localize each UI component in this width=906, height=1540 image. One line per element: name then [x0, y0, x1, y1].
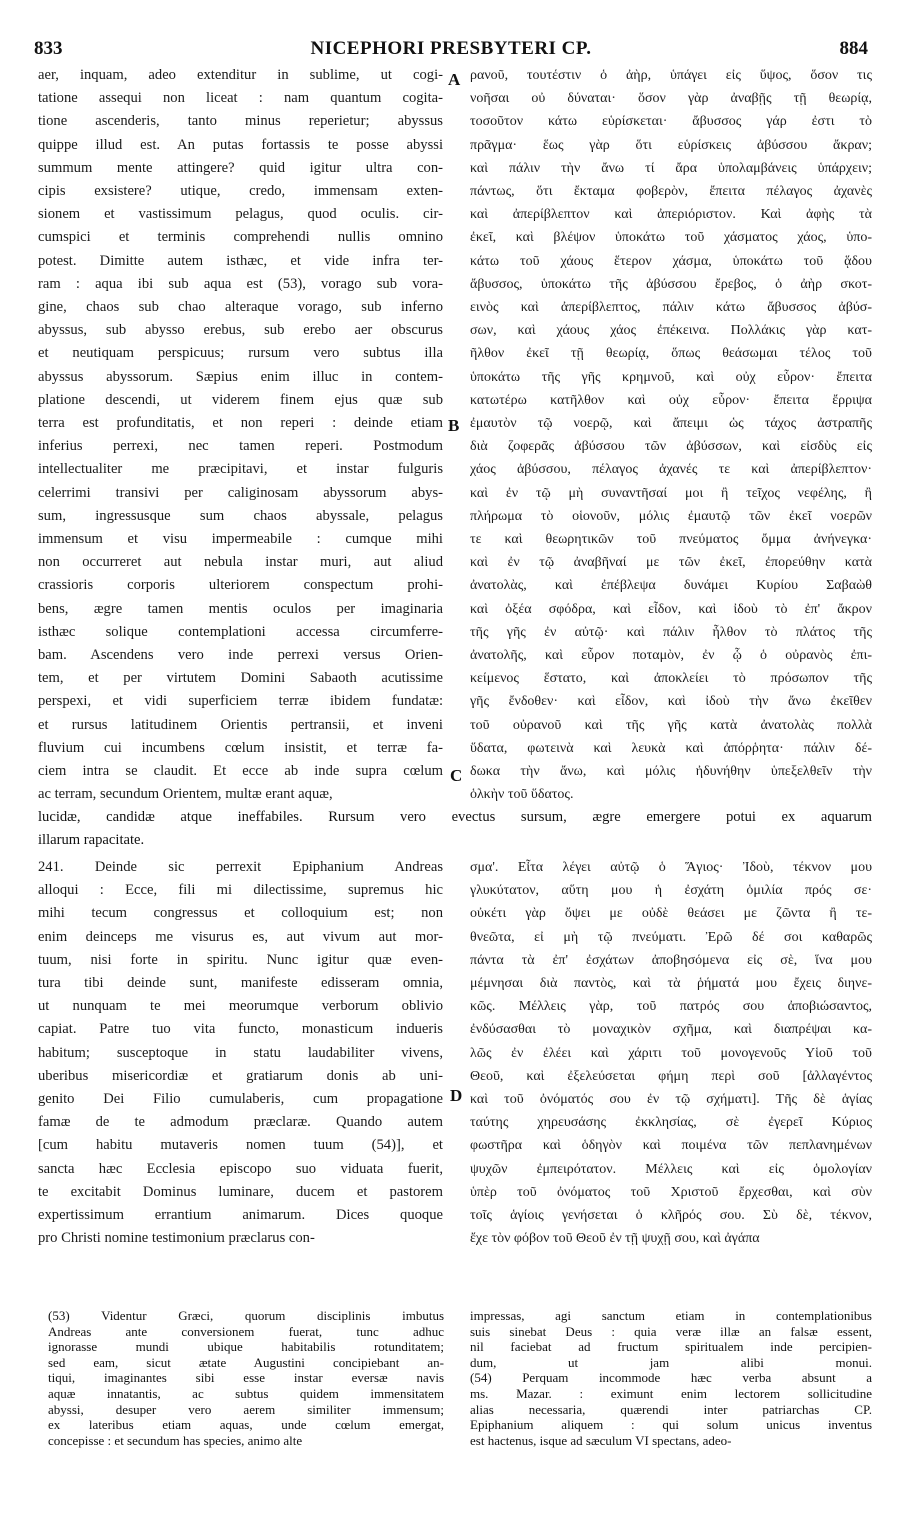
greek-text-line: ὑποκάτω τῆς γῆς κρημνοῦ, καὶ οὐχ εὗρον· ἔπειτα	[470, 369, 872, 385]
greek-text-line: σων, καὶ χάους χάος ἐπέκεινα. Πολλάκις γὰρ κατ-	[470, 323, 872, 339]
latin-text-line: bens, ægre tamen mentis oculos per imaginaria	[38, 600, 443, 617]
latin-text-line: aer, inquam, adeo extenditur in sublime, ut cogi-	[38, 67, 443, 83]
greek-text-line: καὶ τοῦ ὀνόματός σου ἐν τῷ σχήματι]. Τῆς δὲ ἁγίας	[470, 1092, 872, 1108]
latin-text-line: gine, chaos sub chao alteraque vorago, sub inferno	[38, 299, 443, 316]
latin-text-line: et neutiquam perspicuus; rursum vero subtus illa	[38, 345, 443, 362]
latin-text-line: isthæc solique contemplationi accessa circumferre-	[38, 623, 443, 640]
latin-text-line: alloqui : Ecce, fili mi dilectissime, supremus hic	[38, 882, 443, 899]
greek-column-bottom	[470, 856, 872, 1250]
footnote-line: nil faciebat ad fructum spiritualem inde percipien-	[470, 1339, 872, 1355]
latin-text-line: abyssus abyssorum. Sæpius enim illuc in contem-	[38, 368, 443, 385]
greek-text-line: οὐκέτι γὰρ ὄψει με οὐδὲ θεάσει με ζῶντα ἢ τε-	[470, 906, 872, 922]
greek-text-line: ρανοῦ, τουτέστιν ὁ ἀὴρ, ὑπάγει εἰς ὕψος, ὅσον τις	[470, 68, 872, 83]
latin-text-line: genito Dei Filio cumulaberis, cum propagatione	[38, 1091, 443, 1108]
latin-text-line: crassioris corporis ulteriorem conspectum prohi-	[38, 577, 443, 594]
greek-text-line: κάτω τοῦ χάους ἕτερον χάσμα, ὑποκάτω τοῦ ᾅδου	[470, 253, 872, 269]
greek-text-line: γλυκύτατον, αὕτη μου ἡ ἐσχάτη ὁμιλία πρός σε·	[470, 883, 872, 899]
footnote-line: ex lateribus etiam aquas, unde cœlum emergat,	[48, 1417, 444, 1433]
latin-text-line: ac terram, secundum Orientem, multæ erant aquæ,	[38, 786, 333, 803]
greek-text-line: τοσοῦτον κάτω εὑρίσκεται· ἄβυσσος γάρ ἐστι τὸ	[470, 114, 872, 130]
latin-text-line: expertissimum errantium animarum. Dices quoque	[38, 1207, 443, 1224]
greek-text-line: ψυχῶν ἐμπειρότατον. Μέλλεις καὶ εἰς ὁμολογίαν	[470, 1161, 872, 1177]
latin-text-line: perspexi, et vidi superficiem terræ ibidem fundatæ:	[38, 693, 443, 710]
running-title: NICEPHORI PRESBYTERI CP.	[310, 38, 592, 59]
greek-text-line: ἐκεῖ, καὶ βλέψον ὑποκάτω τοῦ χάσματος χάος, ὑπο-	[470, 230, 872, 246]
latin-text-line: [cum habitu mutaveris nomen tuum (54)], et	[38, 1137, 443, 1154]
fullwidth-text-line: lucidæ, candidæ atque ineffabiles. Rursum vero evectus sursum, ægre emergere potui ex aquarum	[38, 809, 872, 825]
running-header	[34, 38, 868, 62]
greek-text-line: ἐμαυτὸν τῷ νοερῷ, καὶ ἄπειμι ὡς τάχος ἀστραπῆς	[470, 416, 872, 432]
latin-text-line: summum mente attingere? quid igitur ultra con-	[38, 159, 443, 176]
greek-column-top	[470, 64, 872, 807]
latin-column-top	[38, 64, 443, 807]
greek-text-line: σμα'. Εἶτα λέγει αὐτῷ ὁ Ἅγιος· Ἰδοὺ, τέκνον μου	[470, 860, 872, 875]
latin-text-line: platione descendi, ut viderem finem ejus quæ sub	[38, 391, 443, 408]
greek-text-line: κῶς. Μέλλεις γὰρ, τοῦ πατρός σου ἀποβιώσαντος,	[470, 999, 872, 1015]
greek-text-line: καὶ ἐν τῷ μὴ συναντῆσαί μοι ἢ τεῖχος νεφέλης, ἢ	[470, 485, 872, 501]
greek-text-line: ταύτης χηρευσάσης ἐκκλησίας, σὲ ἐγερεῖ Κύριος	[470, 1115, 872, 1131]
footnote-line: est hactenus, isque ad sæculum VI spectans, adeo-	[470, 1432, 732, 1448]
footnote-line: dum, ut jam alibi monui.	[470, 1354, 872, 1370]
latin-text-line: cumspici et terminis comprehendi nullis omnino	[38, 229, 443, 246]
greek-text-line: λῶς ἐν ἐλέει καὶ χάριτι τοῦ μονογενοῦς Υἱοῦ τοῦ	[470, 1045, 872, 1061]
latin-text-line: 241. Deinde sic perrexit Epiphanium Andreas	[38, 859, 443, 875]
footnote-line: tiqui, imaginantes sibi esse instar eversæ navis	[48, 1370, 444, 1386]
footnote-line: sed eam, sicut ætate Augustini concipiebant an-	[48, 1354, 444, 1370]
greek-text-line: χάος ἀβύσσου, πέλαγος ἀχανές τε καὶ ἀπερίβλεπτον·	[470, 462, 872, 478]
greek-text-line: τῆς γῆς ἐν αὐτῷ· καὶ πάλιν ἦλθον τὸ πλάτος τῆς	[470, 624, 872, 640]
footnote-line: suis sinebat Deus : quia veræ illæ an falsæ essent,	[470, 1323, 872, 1339]
greek-text-line: ἀνατολὰς, καὶ ἐπέβλεψα δυνάμει Κυρίου Σαβαὼθ	[470, 578, 872, 594]
right-column-number: 884	[839, 38, 868, 59]
greek-text-line: γῆς ἔνδοθεν· καὶ εἶδον, καὶ ἰδοὺ τὴν ἄνω ἐκεῖθεν	[470, 694, 872, 710]
latin-text-line: tione ascenderis, tanto minus reperietur; abyssus	[38, 113, 443, 130]
greek-text-line: ὕδατα, φωτεινὰ καὶ λευκὰ καὶ ἀπόρῥητα· πάλιν δέ-	[470, 740, 872, 756]
greek-text-line: κείμενος ἕστατο, καὶ ἀποκλείει τὸ πρόσωπον τῆς	[470, 671, 872, 687]
footnote-line: abyssi, desuper vero aerem similiter immensum;	[48, 1401, 444, 1417]
greek-text-line: πρᾶγμα· ἕως γὰρ ὅτι εὑρίσκεις ἀβύσσου ἄκραν;	[470, 137, 872, 153]
latin-text-line: fluvium cui incumbens cœlum insistit, et terræ fa-	[38, 739, 443, 756]
latin-text-line: immensum et visu impermeabile : cumque mihi	[38, 531, 443, 548]
latin-text-line: tura tibi deinde sunt, manifeste edisseram omnia,	[38, 975, 443, 992]
latin-text-line: non occurreret aut nebula instar muri, aut aliud	[38, 554, 443, 571]
latin-fullwidth-lines	[38, 806, 872, 852]
latin-column-bottom	[38, 856, 443, 1250]
greek-text-line: μέμνησαι διὰ παντὸς, καὶ τὰ ῥήματά μου ἔχεις διηνε-	[470, 976, 872, 992]
latin-text-line: tuum, nisi forte in spiritu. Nunc igitur quæ even-	[38, 951, 443, 968]
greek-text-line: ὑπὲρ τοῦ ὀνόματος τοῦ Χριστοῦ ἔρχεσθαι, καὶ σὺν	[470, 1184, 872, 1200]
footnote-line: Andreas ante conversionem fuerat, tunc adhuc	[48, 1323, 444, 1339]
fullwidth-text-line: illarum rapacitate.	[38, 832, 145, 849]
section-marker-b: B	[448, 416, 460, 435]
greek-text-line: εινὸς καὶ ἀπερίβλεπτος, πάλιν κάτω ἄβυσσος ἀβύσ-	[470, 300, 872, 316]
greek-text-line: δωκα τὴν ἄνω, καὶ μόλις ἠδυνήθην ὑπεξελθεῖν τὴν	[470, 764, 872, 780]
footnotes-right	[470, 1308, 872, 1448]
footnote-line: (53) Videntur Græci, quorum disciplinis imbutus	[48, 1308, 444, 1323]
latin-text-line: pro Christi nomine testimonium præclarus con-	[38, 1230, 315, 1247]
greek-text-line: καὶ ἐν τῷ ἀναβῆναί με τῶν ἐκεῖ, ἐπορεύθην κατὰ	[470, 555, 872, 571]
latin-text-line: et rursus latitudinem Orientis pertransii, et inveni	[38, 716, 443, 733]
latin-text-line: abyssus, sub abysso erebus, sub erebo aer obscurus	[38, 322, 443, 339]
latin-text-line: terra est profunditatis, et non reperi : deinde etiam	[38, 415, 443, 432]
latin-text-line: uberibus misericordiæ et gratiarum donis ab uni-	[38, 1067, 443, 1084]
footnote-line: aquæ innatantis, ac subtus quidem immensitatem	[48, 1385, 444, 1401]
latin-text-line: te excitabit Dominus luminare, ducem et pastorem	[38, 1183, 443, 1200]
left-column-number: 833	[34, 38, 63, 59]
greek-text-line: πάντως, ὅτι ἔκταμα φοβερὸν, ἔπειτα πέλαγος ἀχανὲς	[470, 184, 872, 200]
greek-text-line: κατωτέρω κατῆλθον καὶ οὐχ εὗρον· ἔπειτα ἔρριψα	[470, 392, 872, 408]
greek-text-line: τε καὶ θεωρητικῶν τοῦ πνεύματος ὄμμα ἀνήνεγκα·	[470, 532, 872, 548]
latin-text-line: intellectualiter me præcipitavi, et instar fulguris	[38, 461, 443, 478]
greek-text-line: Θεοῦ, καὶ ἐξελεύσεται φήμη περὶ σοῦ [ἀλλαγέντος	[470, 1068, 872, 1084]
latin-text-line: ciem intra se claudit. Et ecce ab inde supra cœlum	[38, 763, 443, 780]
greek-text-line: ὁλκὴν τοῦ ὕδατος.	[470, 787, 574, 803]
greek-text-line: πάντα τὰ ἐπ' ἐσχάτων ἀποβησόμενα εἰς σὲ, ἵνα μου	[470, 952, 872, 968]
latin-text-line: sum, ingressusque sum chaos abyssale, pelagus	[38, 507, 443, 524]
latin-text-line: celerrimi transivi per caliginosam abyssorum abys-	[38, 484, 443, 501]
latin-text-line: ut nunquam te mei meorumque verborum oblivio	[38, 998, 443, 1015]
footnote-line: impressas, agi sanctum etiam in contemplationibus	[470, 1308, 872, 1323]
latin-text-line: ram : aqua ibi sub aqua est (53), vorago sub vora-	[38, 275, 443, 292]
latin-text-line: sionem et vastissimum pelagus, quod oculis. cir-	[38, 206, 443, 223]
latin-text-line: tatione assequi non liceat : nam quantum cogita-	[38, 90, 443, 107]
latin-text-line: inferius perrexi, nec tamen reperi. Postmodum	[38, 438, 443, 455]
latin-text-line: quippe illud est. An putas fortassis te posse abyssi	[38, 136, 443, 153]
footnote-line: ignorasse mundi ubique habitabilis rotunditatem;	[48, 1339, 444, 1355]
greek-text-line: διὰ ζοφερᾶς ἀβύσσου τῶν ἀβύσσων, καὶ εἰσδὺς εἰς	[470, 439, 872, 455]
greek-text-line: νοῆσαι οὐ δύναται· ὅσον γὰρ ἀναβῇς τῇ θεωρίᾳ,	[470, 91, 872, 107]
latin-text-line: bam. Ascendens vero inde perrexi versus Orien-	[38, 647, 443, 664]
greek-text-line: τοῖς ἁγίοις γενήσεται ὁ κλῆρός σου. Σὺ δὲ, τέκνον,	[470, 1208, 872, 1224]
latin-text-line: mihi tecum congressus et colloquium est; non	[38, 905, 443, 922]
footnote-line: concepisse : et secundum has species, animo alte	[48, 1432, 303, 1448]
greek-text-line: καὶ ὀξέα σφόδρα, καὶ εἶδον, καὶ ἰδοὺ τὸ ἐπ' ἄκρον	[470, 601, 872, 617]
greek-text-line: ἐνδύσασθαι τὸ μοναχικὸν σχῆμα, καὶ διαπρέψαι κα-	[470, 1022, 872, 1038]
latin-text-line: famæ de te admodum præclaræ. Quando autem	[38, 1114, 443, 1131]
greek-text-line: πλήρωμα τὸ οἱονοῦν, μόλις ἐμαυτῷ τῶν ἐκεῖ νοερῶν	[470, 508, 872, 524]
footnote-line: ms. Mazar. : eximunt enim lectorem sollicitudine	[470, 1385, 872, 1401]
footnotes-left	[48, 1308, 444, 1448]
footnote-line: alias necessaria, quærendi inter patriarchas CP.	[470, 1401, 872, 1417]
greek-text-line: θνεῶτα, εἰ μὴ τῷ πνεύματι. Ἐρῶ δέ σοι καθαρῶς	[470, 929, 872, 945]
greek-text-line: τοῦ οὐρανοῦ καὶ τῆς γῆς κατὰ ἀνατολὰς πολλὰ	[470, 717, 872, 733]
latin-text-line: potest. Dimitte autem isthæc, et vide infra ter-	[38, 252, 443, 269]
latin-text-line: enim deinceps me visurus es, aut vivum aut mor-	[38, 928, 443, 945]
greek-text-line: ἀνατολῆς, καὶ εὗρον ποταμὸν, ἐν ᾧ ὁ οὐρανὸς ἐπι-	[470, 648, 872, 664]
greek-text-line: ῆλθον ἐκεῖ τῇ θεωρίᾳ, ὅπως θεάσωμαι τέλος τοῦ	[470, 346, 872, 362]
greek-text-line: φωστῆρα καὶ ὁδηγὸν καὶ ποιμένα τῶν πεπλανημένων	[470, 1138, 872, 1154]
section-marker-d: D	[450, 1086, 463, 1105]
latin-text-line: habitum; susceptoque in statu laudabiliter vivens,	[38, 1044, 443, 1061]
latin-text-line: cipis exsistere? utique, credo, immensam exten-	[38, 183, 443, 200]
section-marker-c: C	[450, 766, 463, 785]
footnote-line: (54) Perquam incommode hæc verba absunt a	[470, 1370, 872, 1386]
greek-text-line: ἄβυσσος, ὑποκάτω τῆς ἀβύσσου ἔρεβος, ὁ ἀὴρ σκοτ-	[470, 276, 872, 292]
latin-text-line: capiat. Patre tuo vita functo, monasticum indueris	[38, 1021, 443, 1038]
greek-text-line: καὶ πάλιν τὴν ἄνω τί ἄρα ὑπολαμβάνεις ὑπάρχειν;	[470, 160, 872, 176]
section-marker-a: A	[448, 70, 461, 89]
greek-text-line: καὶ ἀπερίβλεπτον καὶ ἀπεριόριστον. Καὶ ἀφὴς τὰ	[470, 207, 872, 223]
greek-text-line: ἔχε τὸν φόβον τοῦ Θεοῦ ἐν τῇ ψυχῇ σου, καὶ ἀγάπα	[470, 1231, 760, 1247]
footnote-line: Epiphanium aliquem : qui solum unicus inventus	[470, 1417, 872, 1433]
latin-text-line: sancta hæc Ecclesia episcopo suo viduata fuerit,	[38, 1160, 443, 1177]
latin-text-line: tem, et per virtutem Domini Sabaoth acutissime	[38, 670, 443, 687]
